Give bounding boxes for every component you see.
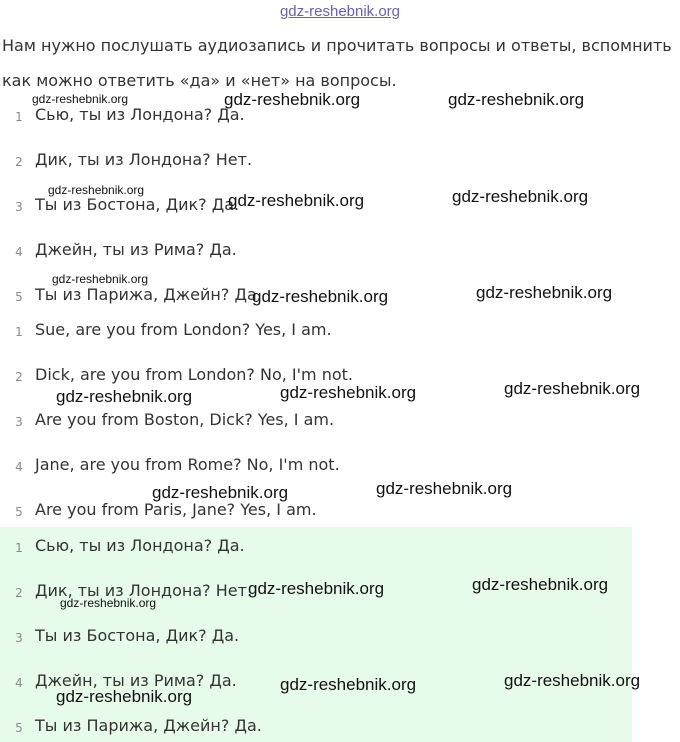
watermark: gdz-reshebnik.org <box>472 575 609 594</box>
list-item <box>0 410 640 434</box>
header-watermark[interactable]: gdz-reshebnik.org <box>279 3 401 20</box>
list-item <box>0 150 640 174</box>
item-text: Ты из Бостона, Дик? Да. <box>35 195 240 214</box>
watermark: gdz-reshebnik.org <box>32 92 129 106</box>
watermark: gdz-reshebnik.org <box>376 479 513 498</box>
item-text: Джейн, ты из Рима? Да. <box>35 240 237 259</box>
item-number: 2 <box>15 586 23 600</box>
watermark: gdz-reshebnik.org <box>60 596 157 610</box>
watermark: gdz-reshebnik.org <box>280 383 417 402</box>
list-item <box>0 455 640 479</box>
watermark: gdz-reshebnik.org <box>52 272 149 286</box>
intro-line-2: как можно ответить «да» и «нет» на вопросы. <box>2 71 397 90</box>
item-text: Сью, ты из Лондона? Да. <box>35 105 245 124</box>
item-text: Дик, ты из Лондона? Нет. <box>35 581 253 600</box>
item-number: 4 <box>15 676 23 690</box>
watermark: gdz-reshebnik.org <box>224 90 361 109</box>
item-text: Ты из Парижа, Джейн? Да. <box>35 285 262 304</box>
watermark: gdz-reshebnik.org <box>452 187 589 206</box>
item-number: 3 <box>15 415 23 429</box>
item-number: 5 <box>15 290 23 304</box>
list-item <box>0 500 640 524</box>
list-item <box>0 536 640 560</box>
item-text: Джейн, ты из Рима? Да. <box>35 671 237 690</box>
item-number: 2 <box>15 370 23 384</box>
watermark: gdz-reshebnik.org <box>152 483 289 502</box>
list-item <box>0 626 640 650</box>
item-text: Jane, are you from Rome? No, I'm not. <box>35 455 340 474</box>
intro-line-1: Нам нужно послушать аудиозапись и прочитать вопросы и ответы, вспомнить <box>2 36 672 55</box>
list-item <box>0 716 640 740</box>
watermark: gdz-reshebnik.org <box>228 191 365 210</box>
item-text: Sue, are you from London? Yes, I am. <box>35 320 332 339</box>
item-number: 3 <box>15 631 23 645</box>
watermark: gdz-reshebnik.org <box>252 287 389 306</box>
watermark: gdz-reshebnik.org <box>56 687 193 706</box>
item-text: Dick, are you from London? No, I'm not. <box>35 365 353 384</box>
watermark: gdz-reshebnik.org <box>56 387 193 406</box>
item-text: Are you from Paris, Jane? Yes, I am. <box>35 500 317 519</box>
item-text: Сью, ты из Лондона? Да. <box>35 536 245 555</box>
item-number: 1 <box>15 541 23 555</box>
item-number: 4 <box>15 245 23 259</box>
watermark: gdz-reshebnik.org <box>280 675 417 694</box>
watermark: gdz-reshebnik.org <box>248 579 385 598</box>
item-text: Дик, ты из Лондона? Нет. <box>35 150 253 169</box>
item-number: 2 <box>15 155 23 169</box>
watermark: gdz-reshebnik.org <box>48 183 145 197</box>
item-number: 1 <box>15 325 23 339</box>
watermark: gdz-reshebnik.org <box>476 283 613 302</box>
list-item <box>0 240 640 264</box>
watermark: gdz-reshebnik.org <box>448 90 585 109</box>
list-item <box>0 320 640 344</box>
watermark: gdz-reshebnik.org <box>504 379 641 398</box>
item-number: 5 <box>15 505 23 519</box>
item-number: 1 <box>15 110 23 124</box>
item-number: 4 <box>15 460 23 474</box>
item-number: 5 <box>15 721 23 735</box>
item-text: Ты из Парижа, Джейн? Да. <box>35 716 262 735</box>
watermark: gdz-reshebnik.org <box>504 671 641 690</box>
item-text: Ты из Бостона, Дик? Да. <box>35 626 240 645</box>
item-text: Are you from Boston, Dick? Yes, I am. <box>35 410 335 429</box>
item-number: 3 <box>15 200 23 214</box>
